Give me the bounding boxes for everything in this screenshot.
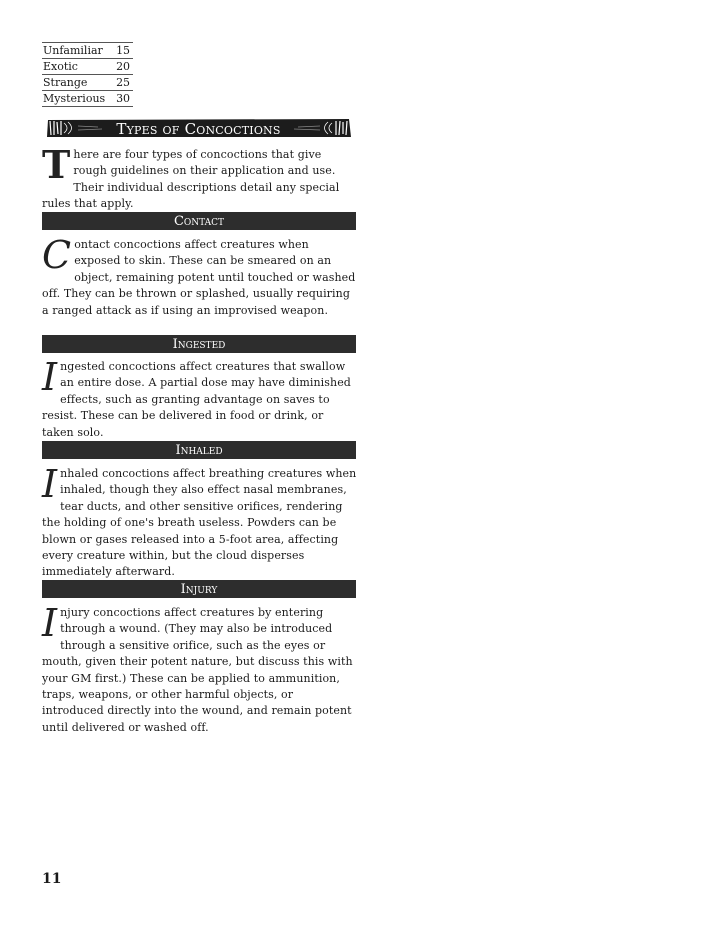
table-cell-label: Unfamiliar <box>42 43 113 59</box>
table-row <box>42 43 133 59</box>
table-row <box>42 91 133 107</box>
table-cell-dc: 30 <box>113 91 133 107</box>
table-cell-dc: 15 <box>113 43 133 59</box>
intro-paragraph <box>42 142 358 213</box>
table-cell-label: Strange <box>42 75 113 91</box>
drop-cap: T <box>42 142 71 187</box>
drop-cap: C <box>42 233 72 277</box>
drop-cap: I <box>42 462 58 506</box>
table-row <box>42 59 133 75</box>
inhaled-paragraph <box>42 462 358 581</box>
paragraph-text: nhaled concoctions affect breathing creatures when inhaled, though they also effect nasal membranes, tear ducts, and other sensitive orifices, rendering the holding of one's breath useless. Powders can be blown or gases released into a 5-foot area, affecting every creature within, but the cloud disperses immediately afterward. <box>42 467 357 579</box>
ingested-paragraph <box>42 355 358 441</box>
banner-title: Types of Concoctions <box>116 120 281 138</box>
drop-cap: I <box>42 355 58 399</box>
table-cell-label: Exotic <box>42 59 113 75</box>
paragraph-text: ngested concoctions affect creatures that swallow an entire dose. A partial dose may have diminished effects, such as granting advantage on saves to resist. These can be delivered in food or drink, or taken solo. <box>42 360 351 439</box>
drop-cap: I <box>42 601 58 645</box>
paragraph-text: njury concoctions affect creatures by entering through a wound. (They may also be introduced through a sensitive orifice, such as the eyes or mouth, given their potent nature, but discuss this with your GM first.) These can be applied to ammunition, traps, weapons, or other harmful objects, or introduced directly into the wound, and remain potent until delivered or washed off. <box>42 606 353 734</box>
contact-paragraph <box>42 233 358 319</box>
subheading-inhaled: Inhaled <box>42 441 356 459</box>
paragraph-text: here are four types of concoctions that give rough guidelines on their application and use. Their individual descriptions detail any special rules that apply. <box>42 148 340 211</box>
section-banner <box>44 117 353 139</box>
table-cell-dc: 25 <box>113 75 133 91</box>
page-number: 11 <box>42 871 62 887</box>
subheading-injury: Injury <box>42 580 356 598</box>
subheading-ingested: Ingested <box>42 335 356 353</box>
subheading-contact: Contact <box>42 212 356 230</box>
table-cell-dc: 20 <box>113 59 133 75</box>
paragraph-text: ontact concoctions affect creatures when exposed to skin. These can be smeared on an object, remaining potent until touched or washed off. They can be thrown or splashed, usually requiring a ranged attack as if using an improvised weapon. <box>42 238 356 317</box>
table-row <box>42 75 133 91</box>
dc-table <box>42 42 133 107</box>
injury-paragraph <box>42 601 358 736</box>
table-cell-label: Mysterious <box>42 91 113 107</box>
